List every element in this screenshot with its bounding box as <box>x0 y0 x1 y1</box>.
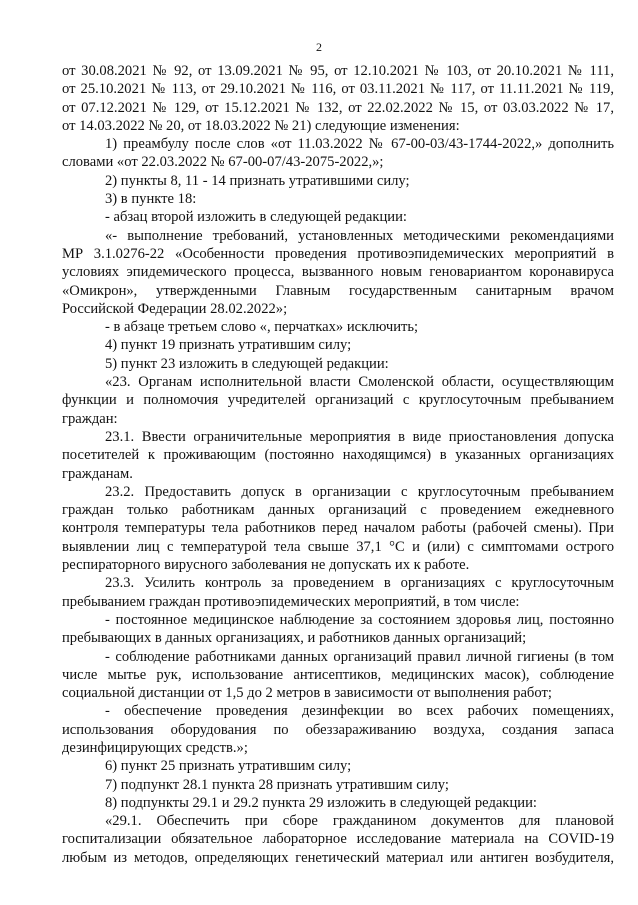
text-line: выявлении лиц с температурой тела свыше 37,1 °С и (или) с симптомами острого <box>62 538 614 555</box>
text-line: «- выполнение требований, установленных методическими рекомендациями <box>105 227 614 244</box>
text-line: - соблюдение работниками данных организаций правил личной гигиены (в том <box>105 648 614 665</box>
text-line: от 25.10.2021 № 113, от 29.10.2021 № 116, от 03.11.2021 № 117, от 11.11.2021 № 119, <box>62 81 614 98</box>
text-line: контроля температуры тела работников перед началом работы (рабочей смены). При <box>62 520 614 537</box>
text-line: пребыванием граждан противоэпидемических мероприятий, в том числе: <box>62 593 520 610</box>
text-line: 2) пункты 8, 11 - 14 признать утратившими силу; <box>105 172 410 189</box>
text-line: 7) подпункт 28.1 пункта 28 признать утратившим силу; <box>105 776 449 793</box>
text-line: респираторного вирусного заболевания не допускать их к работе. <box>62 557 470 574</box>
text-line: - постоянное медицинское наблюдение за состоянием здоровья лиц, постоянно <box>105 611 614 628</box>
text-line: 1) преамбулу после слов «от 11.03.2022 № 67-00-03/43-1744-2022,» дополнить <box>105 136 614 153</box>
page-number: 2 <box>316 40 322 54</box>
text-line: от 07.12.2021 № 129, от 15.12.2021 № 132, от 22.02.2022 № 15, от 03.03.2022 № 17, <box>62 99 614 116</box>
text-line: 23.3. Усилить контроль за проведением в организациях с круглосуточным <box>105 575 614 592</box>
text-line: словами «от 22.03.2022 № 67-00-07/43-2075-2022,»; <box>62 154 384 171</box>
text-line: от 30.08.2021 № 92, от 13.09.2021 № 95, от 12.10.2021 № 103, от 20.10.2021 № 111, <box>62 63 614 79</box>
text-line: Российской Федерации 28.02.2022»; <box>62 300 288 317</box>
text-line: граждан только работникам данных организаций с проведением ежедневного <box>62 502 614 519</box>
text-line: использования оборудования по обеззараживанию воздуха, создания запаса <box>62 721 614 738</box>
text-line: дезинфицирующих средств.»; <box>62 739 248 756</box>
text-line: 6) пункт 25 признать утратившим силу; <box>105 758 352 775</box>
text-line: социальной дистанции от 1,5 до 2 метров в зависимости от выполнения работ; <box>62 685 552 702</box>
text-line: функции и полномочия учредителей организаций с круглосуточным пребыванием <box>62 392 614 409</box>
text-line: «23. Органам исполнительной власти Смоленской области, осуществляющим <box>105 374 614 391</box>
text-line: 8) подпункты 29.1 и 29.2 пункта 29 изложить в следующей редакции: <box>105 794 537 811</box>
text-line: посетителей к проживающим (постоянно находящимся) в указанных организациях <box>62 447 614 464</box>
text-line: граждан: <box>62 410 118 427</box>
text-line: - абзац второй изложить в следующей редакции: <box>105 209 407 226</box>
text-line: числе мытье рук, использование антисептиков, медицинских масок), соблюдение <box>62 666 614 683</box>
text-line: гражданам. <box>62 465 133 482</box>
text-line: 5) пункт 23 изложить в следующей редакции: <box>105 355 389 372</box>
text-line: - обеспечение проведения дезинфекции во всех рабочих помещениях, <box>105 703 614 720</box>
text-line: - в абзаце третьем слово «, перчатках» исключить; <box>105 319 419 336</box>
text-line: госпитализации обязательное лабораторное исследование материала на COVID-19 <box>62 831 614 848</box>
text-line: любым из методов, определяющих генетический материал или антиген возбудителя, <box>62 849 614 866</box>
text-line: 23.1. Ввести ограничительные мероприятия в виде приостановления допуска <box>105 428 614 445</box>
text-line: условиях эпидемического процесса, вызванного новым геновариантом коронавируса <box>62 264 614 281</box>
text-line: 3) в пункте 18: <box>105 191 197 208</box>
text-line: МР 3.1.0276-22 «Особенности проведения противоэпидемических мероприятий в <box>62 245 614 262</box>
text-line: 4) пункт 19 признать утратившим силу; <box>105 337 352 354</box>
text-line: 23.2. Предоставить допуск в организации с круглосуточным пребыванием <box>105 483 614 500</box>
text-line: «29.1. Обеспечить при сборе гражданином документов для плановой <box>105 813 614 830</box>
text-line: «Омикрон», утвержденными Главным государственным санитарным врачом <box>62 282 614 299</box>
text-line: от 14.03.2022 № 20, от 18.03.2022 № 21) следующие изменения: <box>62 117 460 134</box>
text-line: пребывающих в данных организациях, и работников данных организаций; <box>62 630 527 647</box>
document-body <box>62 62 614 867</box>
